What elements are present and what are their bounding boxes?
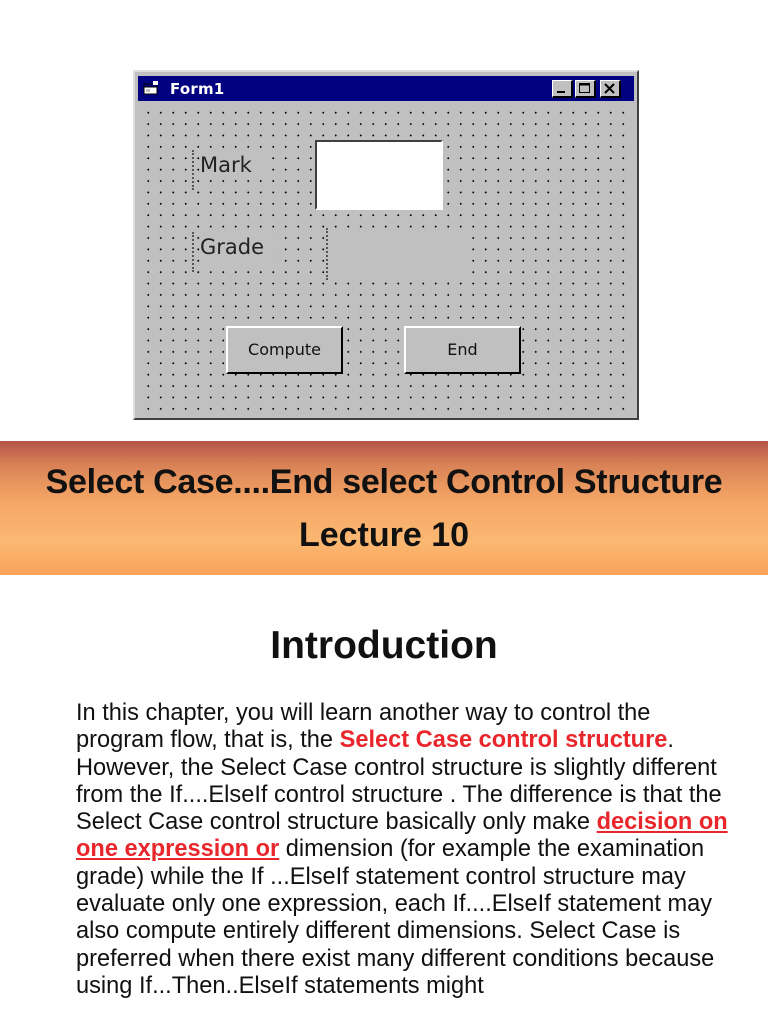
grade-output-label[interactable] (332, 228, 464, 280)
mark-label-handle (192, 150, 194, 190)
intro-text-1: In this chapter, you will learn another way to control the program flow, that is, the (76, 700, 651, 754)
highlight-select-case: Select Case control structure (339, 727, 668, 754)
minimize-button[interactable] (552, 80, 573, 98)
slide-title: Select Case....End select Control Structure (45, 463, 723, 501)
highlight-decision: decision on one expression or (76, 809, 728, 863)
lecture-number: Lecture 10 (298, 516, 470, 554)
maximize-button[interactable] (575, 80, 596, 98)
mark-label[interactable]: Mark (200, 150, 266, 180)
close-icon (601, 81, 619, 96)
compute-button[interactable]: Compute (226, 326, 343, 374)
end-button[interactable]: End (404, 326, 521, 374)
form-icon (143, 81, 159, 96)
window-title: Form1 (170, 80, 225, 98)
section-heading: Introduction (270, 624, 498, 667)
title-bar[interactable] (138, 76, 634, 101)
close-button[interactable] (600, 80, 621, 98)
intro-text-2: . However, the Select Case control structure is slightly different from the If....ElseIf control structure . The difference is that the Select Case control structure basically only make (76, 727, 722, 836)
grade-output-handle (326, 228, 328, 280)
intro-paragraph (76, 700, 736, 1000)
intro-text-3: dimension (for example the examination grade) while the If ...ElseIf statement control structure may evaluate only one expression, each If....ElseIf statement may also compute entirely different dimensions. Select Case is preferred when there exist many different conditions because using If...Then..ElseIf statements might (76, 836, 715, 999)
grade-label-handle (192, 232, 194, 272)
mark-input[interactable] (315, 140, 443, 210)
grade-label[interactable]: Grade (200, 232, 274, 262)
maximize-icon (576, 81, 594, 96)
minimize-icon (553, 81, 571, 96)
